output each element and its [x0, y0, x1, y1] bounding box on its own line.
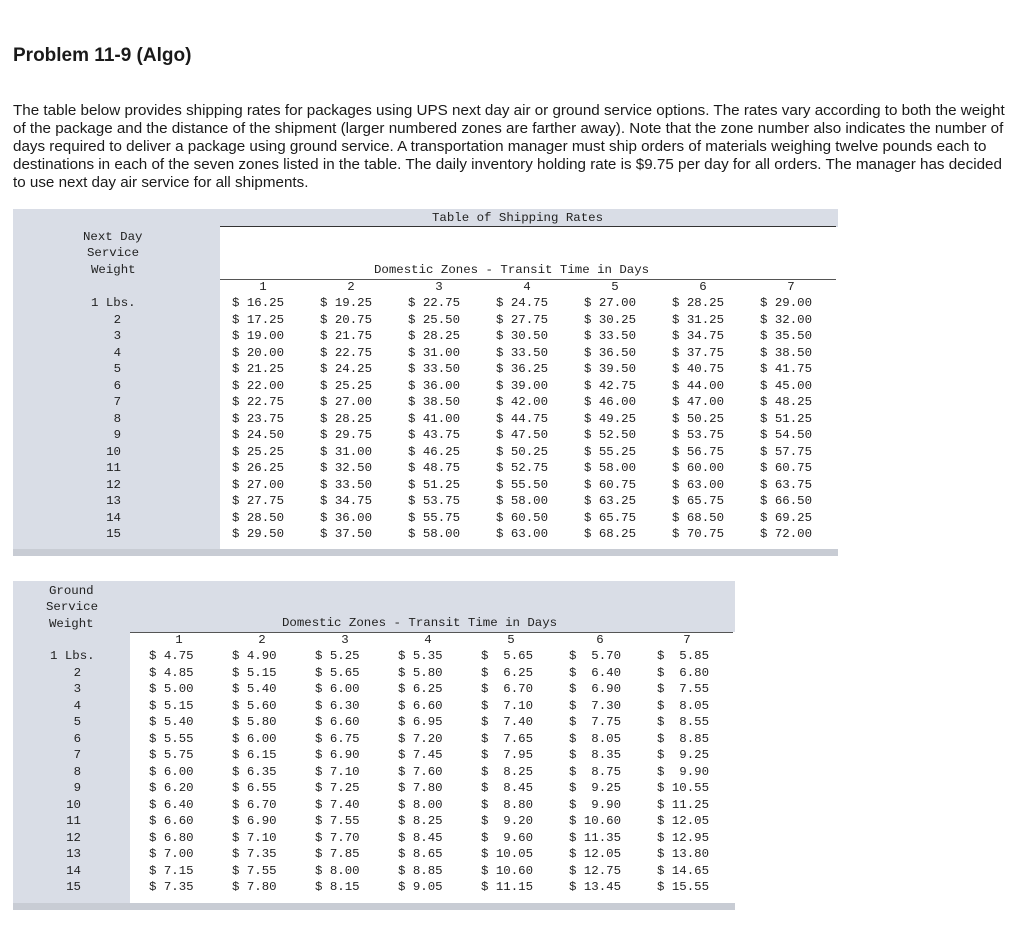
- nextday-rate-cell: $ 36.50: [584, 345, 637, 360]
- ground-rate-cell: $ 7.55: [315, 814, 360, 828]
- nextday-weight-row-label: 8: [113, 411, 121, 426]
- nextday-weight-row-label: 13: [106, 494, 121, 508]
- nextday-zone-header-4: 4: [523, 280, 531, 294]
- nextday-rate-cell: $ 55.75: [408, 510, 461, 525]
- nextday-rate-cell: $ 21.75: [320, 329, 373, 343]
- nextday-rate-cell: $ 31.00: [408, 345, 461, 360]
- ground-rate-cell: $ 4.90: [232, 649, 277, 663]
- nextday-rate-cell: $ 60.75: [760, 461, 813, 475]
- ground-weight-row-label: 7: [73, 748, 81, 762]
- ground-rate-cell: $ 6.40: [569, 665, 622, 680]
- ground-rate-cell: $ 8.00: [398, 797, 443, 812]
- ground-weight-row-label: 3: [73, 682, 81, 696]
- ground-rate-cell: $ 7.00: [149, 847, 194, 861]
- nextday-weight-label-2: Service: [87, 246, 140, 260]
- ground-rate-cell: $ 5.85: [657, 649, 710, 663]
- nextday-rate-cell: $ 52.50: [584, 428, 637, 442]
- nextday-rate-cell: $ 37.75: [672, 345, 725, 360]
- nextday-rate-cell: $ 19.25: [320, 296, 373, 310]
- nextday-rate-cell: $ 19.00: [232, 329, 285, 343]
- nextday-rate-cell: $ 27.00: [320, 395, 373, 409]
- nextday-rate-cell: $ 58.00: [496, 494, 549, 508]
- nextday-rate-cell: $ 39.00: [496, 378, 549, 393]
- nextday-rate-cell: $ 58.00: [584, 461, 637, 475]
- ground-rate-cell: $ 7.35: [149, 880, 194, 894]
- nextday-rate-cell: $ 20.00: [232, 345, 285, 360]
- nextday-rate-cell: $ 66.50: [760, 494, 813, 508]
- ground-rate-cell: $ 5.75: [149, 748, 194, 762]
- ground-rate-cell: $ 6.00: [149, 764, 194, 779]
- nextday-weight-row-label: 1 Lbs.: [91, 296, 136, 310]
- nextday-zone-header-7: 7: [787, 280, 795, 294]
- ground-rate-cell: $ 8.45: [481, 781, 534, 795]
- nextday-zones-label: Domestic Zones - Transit Time in Days: [374, 263, 650, 277]
- ground-zone-header-2: 2: [258, 633, 266, 647]
- nextday-rate-cell: $ 63.00: [496, 527, 549, 541]
- nextday-rate-cell: $ 22.75: [232, 395, 285, 409]
- ground-zone-header-4: 4: [424, 633, 432, 647]
- ground-rate-cell: $ 12.75: [569, 863, 622, 878]
- ground-zone-header-1: 1: [175, 633, 183, 647]
- nextday-rate-cell: $ 32.00: [760, 312, 813, 327]
- ground-rate-cell: $ 8.65: [398, 847, 443, 861]
- nextday-panel-bottom-bar: [13, 549, 838, 556]
- ground-rate-cell: $ 5.40: [232, 682, 277, 696]
- ground-rate-cell: $ 6.75: [315, 731, 360, 746]
- ground-weight-row-label: 6: [73, 731, 81, 746]
- nextday-rate-cell: $ 55.25: [584, 444, 637, 459]
- nextday-zone-header-5: 5: [611, 280, 619, 294]
- ground-rate-cell: $ 5.65: [481, 649, 534, 663]
- nextday-rate-cell: $ 25.25: [232, 444, 285, 459]
- nextday-zone-header-6: 6: [699, 280, 707, 294]
- ground-rate-cell: $ 6.55: [232, 781, 277, 795]
- ground-weight-row-label: 14: [66, 863, 81, 878]
- nextday-rate-cell: $ 51.25: [760, 411, 813, 426]
- nextday-rate-cell: $ 27.75: [232, 494, 285, 508]
- ground-weight-row-label: 10: [66, 797, 81, 812]
- nextday-rate-cell: $ 20.75: [320, 312, 373, 327]
- nextday-weight-row-label: 11: [106, 461, 121, 475]
- nextday-rate-cell: $ 33.50: [408, 362, 461, 376]
- ground-rate-cell: $ 8.15: [315, 880, 360, 894]
- nextday-rate-cell: $ 16.25: [232, 296, 285, 310]
- nextday-rate-cell: $ 69.25: [760, 510, 813, 525]
- nextday-rate-cell: $ 27.00: [232, 477, 285, 492]
- ground-rate-cell: $ 7.80: [232, 880, 277, 894]
- nextday-rate-cell: $ 49.25: [584, 411, 637, 426]
- ground-rate-cell: $ 9.90: [657, 764, 710, 779]
- ground-rate-cell: $ 6.30: [315, 698, 360, 713]
- nextday-rate-cell: $ 35.50: [760, 329, 813, 343]
- nextday-rate-cell: $ 60.00: [672, 461, 725, 475]
- ground-rate-cell: $ 9.90: [569, 797, 622, 812]
- nextday-rate-cell: $ 43.75: [408, 428, 461, 442]
- nextday-rate-cell: $ 28.50: [232, 510, 285, 525]
- ground-rate-cell: $ 6.70: [232, 797, 277, 812]
- nextday-rate-cell: $ 23.75: [232, 411, 285, 426]
- ground-weight-label-2: Service: [46, 600, 99, 614]
- nextday-zone-header-3: 3: [435, 280, 443, 294]
- nextday-rate-cell: $ 24.50: [232, 428, 285, 442]
- nextday-rate-cell: $ 27.75: [496, 312, 549, 327]
- nextday-zone-header-1: 1: [259, 280, 267, 294]
- ground-rate-cell: $ 5.70: [569, 649, 622, 663]
- nextday-rate-cell: $ 37.50: [320, 527, 373, 541]
- ground-weight-row-label: 11: [66, 814, 81, 828]
- nextday-rate-cell: $ 48.75: [408, 461, 461, 475]
- ground-weight-row-label: 4: [73, 698, 81, 713]
- nextday-rate-cell: $ 30.50: [496, 329, 549, 343]
- ground-weight-row-label: 2: [73, 665, 81, 680]
- ground-rate-cell: $ 13.80: [657, 847, 710, 861]
- ground-rate-cell: $ 7.60: [398, 764, 443, 779]
- nextday-rate-cell: $ 60.50: [496, 510, 549, 525]
- ground-rate-cell: $ 5.60: [232, 698, 277, 713]
- ground-rate-cell: $ 8.00: [315, 863, 360, 878]
- nextday-rate-cell: $ 41.75: [760, 362, 813, 376]
- ground-rate-cell: $ 7.65: [481, 731, 534, 746]
- ground-rate-cell: $ 6.90: [569, 682, 622, 696]
- ground-rate-cell: $ 6.80: [657, 665, 710, 680]
- nextday-weight-row-label: 5: [113, 362, 121, 376]
- ground-rate-cell: $ 10.05: [481, 847, 534, 861]
- page-title: Problem 11-9 (Algo): [13, 45, 192, 66]
- ground-rate-cell: $ 7.40: [481, 715, 534, 729]
- nextday-rate-cell: $ 25.25: [320, 378, 373, 393]
- nextday-rate-cell: $ 63.75: [760, 477, 813, 492]
- nextday-rate-cell: $ 68.25: [584, 527, 637, 541]
- nextday-rate-cell: $ 34.75: [672, 329, 725, 343]
- ground-rate-cell: $ 8.85: [398, 863, 443, 878]
- ground-rate-cell: $ 5.35: [398, 649, 443, 663]
- nextday-weight-row-label: 3: [113, 329, 121, 343]
- ground-zone-header-5: 5: [507, 633, 515, 647]
- ground-weight-row-label: 8: [73, 764, 81, 779]
- ground-rate-cell: $ 6.25: [481, 665, 534, 680]
- ground-rate-cell: $ 8.25: [398, 814, 443, 828]
- ground-rate-cell: $ 8.85: [657, 731, 710, 746]
- nextday-rate-cell: $ 26.25: [232, 461, 285, 475]
- nextday-rate-cell: $ 51.25: [408, 477, 461, 492]
- ground-weight-row-label: 5: [73, 715, 81, 729]
- ground-rate-cell: $ 12.05: [569, 847, 622, 861]
- nextday-rate-cell: $ 33.50: [496, 345, 549, 360]
- nextday-rate-cell: $ 57.75: [760, 444, 813, 459]
- ground-rate-cell: $ 7.15: [149, 863, 194, 878]
- ground-rate-cell: $ 10.60: [569, 814, 622, 828]
- nextday-rate-cell: $ 72.00: [760, 527, 813, 541]
- ground-rate-cell: $ 6.25: [398, 682, 443, 696]
- nextday-weight-row-label: 4: [113, 345, 121, 360]
- ground-rate-cell: $ 7.25: [315, 781, 360, 795]
- ground-rate-cell: $ 9.20: [481, 814, 534, 828]
- ground-rate-cell: $ 12.05: [657, 814, 710, 828]
- ground-rate-cell: $ 8.35: [569, 748, 622, 762]
- ground-zone-header-3: 3: [341, 633, 349, 647]
- nextday-rate-cell: $ 22.75: [408, 296, 461, 310]
- nextday-rate-cell: $ 70.75: [672, 527, 725, 541]
- nextday-rate-cell: $ 44.00: [672, 378, 725, 393]
- nextday-rate-cell: $ 58.00: [408, 527, 461, 541]
- ground-rate-cell: $ 6.35: [232, 764, 277, 779]
- nextday-rate-cell: $ 24.75: [496, 296, 549, 310]
- nextday-rate-cell: $ 50.25: [672, 411, 725, 426]
- ground-rate-cell: $ 6.95: [398, 715, 443, 729]
- nextday-rate-cell: $ 42.00: [496, 395, 549, 409]
- ground-rate-cell: $ 5.25: [315, 649, 360, 663]
- nextday-weight-row-label: 6: [113, 378, 121, 393]
- ground-weight-row-label: 12: [66, 830, 81, 845]
- ground-rate-cell: $ 11.25: [657, 797, 710, 812]
- nextday-rate-cell: $ 29.50: [232, 527, 285, 541]
- nextday-rate-cell: $ 40.75: [672, 362, 725, 376]
- nextday-rate-cell: $ 32.50: [320, 461, 373, 475]
- ground-rate-cell: $ 7.70: [315, 830, 360, 845]
- ground-rate-cell: $ 10.55: [657, 781, 710, 795]
- nextday-rate-cell: $ 39.50: [584, 362, 637, 376]
- nextday-rate-cell: $ 28.25: [672, 296, 725, 310]
- nextday-table-title: Table of Shipping Rates: [432, 211, 604, 225]
- ground-weight-row-label: 13: [66, 847, 81, 861]
- nextday-rate-cell: $ 53.75: [408, 494, 461, 508]
- ground-zone-header-7: 7: [683, 633, 691, 647]
- ground-panel-bottom-bar: [13, 903, 735, 910]
- ground-rate-cell: $ 7.45: [398, 748, 443, 762]
- ground-rate-cell: $ 9.60: [481, 830, 534, 845]
- problem-description: The table below provides shipping rates for packages using UPS next day air or ground service options. The rates vary according to both the weight of the package and the distance of the shipment (larger numbered zones are farther away). Note that the zone number also indicates the number of days required to deliver a package using ground service. A transportation manager must ship orders of materials weighing twelve pounds each to destinations in each of the seven zones listed in the table. The daily inventory holding rate is $9.75 per day for all orders. The manager has decided to use next day air service for all shipments.: [13, 102, 1005, 191]
- ground-rate-cell: $ 6.90: [232, 814, 277, 828]
- nextday-rate-cell: $ 45.00: [760, 378, 813, 393]
- ground-rate-cell: $ 6.80: [149, 830, 194, 845]
- nextday-rate-cell: $ 50.25: [496, 444, 549, 459]
- nextday-rate-cell: $ 30.25: [584, 312, 637, 327]
- nextday-rate-cell: $ 65.75: [672, 494, 725, 508]
- nextday-weight-row-label: 15: [106, 527, 121, 541]
- ground-rate-cell: $ 8.80: [481, 797, 534, 812]
- ground-rate-cell: $ 7.35: [232, 847, 277, 861]
- nextday-rate-cell: $ 41.00: [408, 411, 461, 426]
- nextday-rate-cell: $ 28.25: [408, 329, 461, 343]
- nextday-rate-cell: $ 24.25: [320, 362, 373, 376]
- nextday-rate-cell: $ 38.50: [760, 345, 813, 360]
- ground-rate-cell: $ 6.00: [315, 682, 360, 696]
- ground-rate-cell: $ 8.75: [569, 764, 622, 779]
- nextday-rate-cell: $ 27.00: [584, 296, 637, 310]
- ground-weight-row-label: 15: [66, 880, 81, 894]
- ground-rate-cell: $ 7.30: [569, 698, 622, 713]
- ground-rate-cell: $ 5.40: [149, 715, 194, 729]
- nextday-rate-cell: $ 63.00: [672, 477, 725, 492]
- ground-rate-cell: $ 7.85: [315, 847, 360, 861]
- nextday-rate-cell: $ 28.25: [320, 411, 373, 426]
- ground-rate-cell: $ 9.25: [569, 781, 622, 795]
- ground-rate-cell: $ 11.15: [481, 880, 534, 894]
- nextday-weight-label-1: Next Day: [83, 230, 143, 244]
- nextday-rate-cell: $ 65.75: [584, 510, 637, 525]
- nextday-rate-cell: $ 46.25: [408, 444, 461, 459]
- ground-rate-cell: $ 6.60: [149, 814, 194, 828]
- ground-weight-label-1: Ground: [49, 584, 94, 598]
- ground-rate-cell: $ 5.15: [149, 698, 194, 713]
- nextday-title-underline: [220, 226, 836, 227]
- ground-rate-cell: $ 6.15: [232, 748, 277, 762]
- nextday-rate-cell: $ 17.25: [232, 312, 285, 327]
- ground-rate-cell: $ 5.55: [149, 731, 194, 746]
- nextday-rate-cell: $ 22.00: [232, 378, 285, 393]
- ground-rate-cell: $ 15.55: [657, 880, 710, 894]
- ground-rate-cell: $ 6.60: [398, 698, 443, 713]
- ground-rate-cell: $ 7.75: [569, 715, 622, 729]
- ground-rate-cell: $ 10.60: [481, 863, 534, 878]
- nextday-rate-cell: $ 52.75: [496, 461, 549, 475]
- ground-rate-cell: $ 5.00: [149, 682, 194, 696]
- ground-weight-row-label: 1 Lbs.: [50, 649, 95, 663]
- ground-rate-cell: $ 7.55: [657, 682, 710, 696]
- nextday-weight-row-label: 12: [106, 477, 121, 492]
- nextday-rate-cell: $ 55.50: [496, 477, 549, 492]
- ground-rate-cell: $ 5.80: [398, 665, 443, 680]
- nextday-rate-cell: $ 46.00: [584, 395, 637, 409]
- ground-rate-cell: $ 4.75: [149, 649, 194, 663]
- nextday-rate-cell: $ 68.50: [672, 510, 725, 525]
- ground-rate-cell: $ 7.10: [481, 698, 534, 713]
- nextday-rate-cell: $ 33.50: [584, 329, 637, 343]
- ground-weight-row-label: 9: [73, 781, 81, 795]
- nextday-rate-cell: $ 36.00: [408, 378, 461, 393]
- ground-rate-cell: $ 9.05: [398, 880, 443, 894]
- ground-rate-cell: $ 6.90: [315, 748, 360, 762]
- nextday-rate-cell: $ 60.75: [584, 477, 637, 492]
- ground-rate-cell: $ 7.55: [232, 863, 277, 878]
- nextday-rate-cell: $ 48.25: [760, 395, 813, 409]
- ground-rate-cell: $ 12.95: [657, 830, 710, 845]
- ground-rate-cell: $ 7.20: [398, 731, 443, 746]
- ground-rate-cell: $ 7.10: [315, 764, 360, 779]
- ground-zones-label: Domestic Zones - Transit Time in Days: [282, 616, 558, 630]
- ground-rate-cell: $ 6.00: [232, 731, 277, 746]
- nextday-rate-cell: $ 36.00: [320, 510, 373, 525]
- nextday-rate-cell: $ 25.50: [408, 312, 461, 327]
- nextday-rate-cell: $ 31.25: [672, 312, 725, 327]
- nextday-rate-cell: $ 47.00: [672, 395, 725, 409]
- nextday-weight-row-label: 9: [113, 428, 121, 442]
- ground-rate-cell: $ 8.05: [657, 698, 710, 713]
- nextday-weight-row-label: 10: [106, 444, 121, 459]
- ground-rate-cell: $ 9.25: [657, 748, 710, 762]
- nextday-rate-cell: $ 22.75: [320, 345, 373, 360]
- ground-weight-label-3: Weight: [49, 617, 94, 631]
- ground-rate-cell: $ 7.80: [398, 781, 443, 795]
- ground-rate-cell: $ 5.65: [315, 665, 360, 680]
- ground-rate-cell: $ 5.15: [232, 665, 277, 680]
- ground-rate-cell: $ 6.60: [315, 715, 360, 729]
- ground-rate-cell: $ 5.80: [232, 715, 277, 729]
- nextday-rate-cell: $ 29.00: [760, 296, 813, 310]
- nextday-rate-cell: $ 31.00: [320, 444, 373, 459]
- nextday-weight-label-3: Weight: [91, 263, 136, 277]
- ground-rate-cell: $ 13.45: [569, 880, 622, 894]
- nextday-rate-cell: $ 36.25: [496, 362, 549, 376]
- ground-rate-cell: $ 11.35: [569, 830, 622, 845]
- ground-rate-cell: $ 14.65: [657, 863, 710, 878]
- ground-rate-cell: $ 8.05: [569, 731, 622, 746]
- nextday-rate-cell: $ 54.50: [760, 428, 813, 442]
- nextday-rate-cell: $ 56.75: [672, 444, 725, 459]
- nextday-weight-row-label: 2: [113, 312, 121, 327]
- nextday-rate-cell: $ 63.25: [584, 494, 637, 508]
- nextday-rate-cell: $ 29.75: [320, 428, 373, 442]
- nextday-weight-row-label: 14: [106, 510, 121, 525]
- ground-rate-cell: $ 8.25: [481, 764, 534, 779]
- nextday-rate-cell: $ 53.75: [672, 428, 725, 442]
- ground-rate-cell: $ 7.40: [315, 797, 360, 812]
- ground-rate-cell: $ 8.55: [657, 715, 710, 729]
- ground-rate-cell: $ 6.70: [481, 682, 534, 696]
- nextday-zone-header-2: 2: [347, 280, 355, 294]
- nextday-rate-cell: $ 21.25: [232, 362, 285, 376]
- nextday-weight-row-label: 7: [113, 395, 121, 409]
- ground-rate-cell: $ 7.10: [232, 830, 277, 845]
- ground-rate-cell: $ 4.85: [149, 665, 194, 680]
- nextday-rate-cell: $ 42.75: [584, 378, 637, 393]
- ground-rate-cell: $ 6.40: [149, 797, 194, 812]
- nextday-rate-cell: $ 38.50: [408, 395, 461, 409]
- nextday-rate-cell: $ 34.75: [320, 494, 373, 508]
- ground-zone-header-6: 6: [596, 633, 604, 647]
- nextday-rate-cell: $ 47.50: [496, 428, 549, 442]
- ground-rate-cell: $ 8.45: [398, 830, 443, 845]
- nextday-rate-cell: $ 44.75: [496, 411, 549, 426]
- nextday-rate-cell: $ 33.50: [320, 477, 373, 492]
- ground-rate-cell: $ 6.20: [149, 781, 194, 795]
- ground-rate-cell: $ 7.95: [481, 748, 534, 762]
